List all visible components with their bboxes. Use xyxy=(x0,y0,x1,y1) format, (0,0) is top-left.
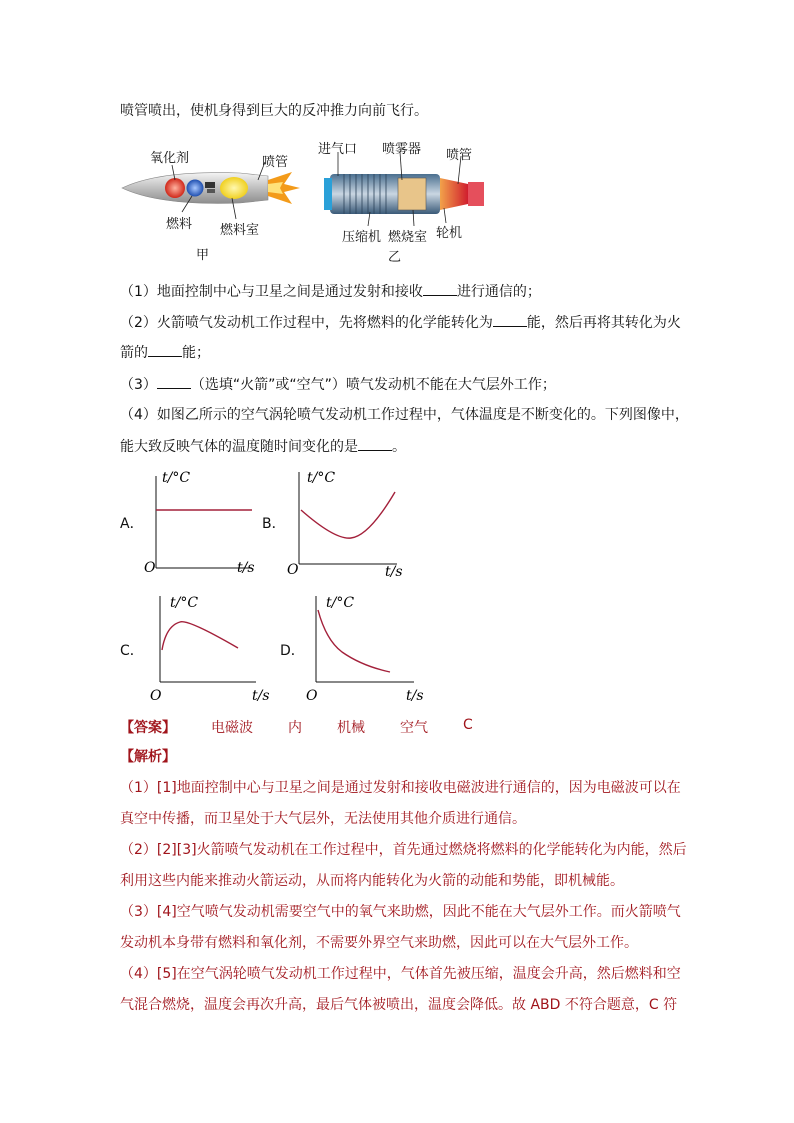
caption-jia: 甲 xyxy=(196,248,210,263)
analysis-line: （1）[1]地面控制中心与卫星之间是通过发射和接收电磁波进行通信的，因为电磁波可以在 xyxy=(120,780,681,796)
question-2-line-2: 箭的 能； xyxy=(120,342,210,363)
y-label-d: t/°C xyxy=(326,595,355,611)
answer-blank-1[interactable] xyxy=(423,281,457,296)
analysis-line: 利用这些内能来推动火箭运动，从而将内能转化为火箭的动能和势能，即机械能。 xyxy=(120,873,624,889)
label-oxidizer: 氧化剂 xyxy=(150,151,190,166)
answer-value-3: 机械 xyxy=(337,720,365,736)
answer-blank-3[interactable] xyxy=(148,342,182,357)
x-label-c: t/s xyxy=(252,688,270,704)
question-4-line-1: （4）如图乙所示的空气涡轮喷气发动机工作过程中，气体温度是不断变化的。下列图像中， xyxy=(120,407,689,423)
answer-blank-4[interactable] xyxy=(157,374,191,389)
option-c-label[interactable]: C． xyxy=(120,643,144,659)
option-d-graph[interactable] xyxy=(302,590,432,705)
option-a-label[interactable]: A． xyxy=(120,516,144,532)
x-label-a: t/s xyxy=(237,560,255,576)
y-label-c: t/°C xyxy=(170,595,199,611)
origin-b: O xyxy=(287,562,299,578)
answer-value-4: 空气 xyxy=(400,720,428,736)
answer-value-5: C xyxy=(463,717,473,733)
answer-label: 【答案】 xyxy=(120,720,176,736)
label-nozzle-jia: 喷管 xyxy=(262,155,289,170)
analysis-line: 气混合燃烧，温度会再次升高，最后气体被喷出，温度会降低。故 ABD 不符合题意，C 符 xyxy=(120,997,678,1013)
analysis-line: （3）[4]空气喷气发动机需要空气中的氧气来助燃，因此不能在大气层外工作。而火箭喷气 xyxy=(120,904,681,920)
label-sprayer: 喷雾器 xyxy=(382,142,422,157)
curve-d xyxy=(318,610,390,672)
option-b-label[interactable]: B． xyxy=(262,516,286,532)
label-combustor: 燃烧室 xyxy=(388,230,428,245)
curve-b xyxy=(301,492,395,538)
analysis-label: 【解析】 xyxy=(120,749,176,765)
label-turbine: 轮机 xyxy=(436,226,463,241)
y-label-a: t/°C xyxy=(162,470,191,486)
x-label-b: t/s xyxy=(385,564,403,580)
analysis-line: （2）[2][3]火箭喷气发动机在工作过程中，首先通过燃烧将燃料的化学能转化为内能，然后 xyxy=(120,842,687,858)
analysis-line: 真空中传播，而卫星处于大气层外，无法使用其他介质进行通信。 xyxy=(120,811,526,827)
analysis-line: 发动机本身带有燃料和氧化剂，不需要外界空气来助燃，因此可以在大气层外工作。 xyxy=(120,935,638,951)
intro-text: 喷管喷出，使机身得到巨大的反冲推力向前飞行。 xyxy=(120,103,428,119)
answer-value-1: 电磁波 xyxy=(211,720,253,736)
label-chamber: 燃料室 xyxy=(220,223,260,238)
question-4-line-2: 能大致反映气体的温度随时间变化的是 。 xyxy=(120,436,406,457)
label-fuel: 燃料 xyxy=(166,217,193,232)
option-b-graph[interactable] xyxy=(283,462,408,580)
label-nozzle-yi: 喷管 xyxy=(446,148,473,163)
option-c-graph[interactable] xyxy=(146,590,276,705)
rocket-figure xyxy=(120,140,310,263)
origin-a: O xyxy=(144,560,156,576)
question-3: （3） （选填“火箭”或“空气”）喷气发动机不能在大气层外工作； xyxy=(120,374,556,395)
analysis-line: （4）[5]在空气涡轮喷气发动机工作过程中，气体首先被压缩，温度会升高，然后燃料和空 xyxy=(120,966,681,982)
question-1: （1）地面控制中心与卫星之间是通过发射和接收 进行通信的； xyxy=(120,281,541,302)
question-2-line-1: （2）火箭喷气发动机工作过程中，先将燃料的化学能转化为 能，然后再将其转化为火 xyxy=(120,312,681,333)
option-d-label[interactable]: D． xyxy=(280,643,305,659)
label-compressor: 压缩机 xyxy=(342,230,382,245)
answer-value-2: 内 xyxy=(288,720,302,736)
caption-yi: 乙 xyxy=(388,250,402,265)
origin-c: O xyxy=(150,688,162,704)
origin-d: O xyxy=(306,688,318,704)
answer-blank-5[interactable] xyxy=(358,436,392,451)
turbojet-figure xyxy=(318,138,498,264)
label-inlet: 进气口 xyxy=(318,142,358,157)
curve-c xyxy=(162,622,238,650)
answer-blank-2[interactable] xyxy=(493,312,527,327)
x-label-d: t/s xyxy=(406,688,424,704)
option-a-graph[interactable] xyxy=(140,466,260,578)
y-label-b: t/°C xyxy=(307,470,336,486)
